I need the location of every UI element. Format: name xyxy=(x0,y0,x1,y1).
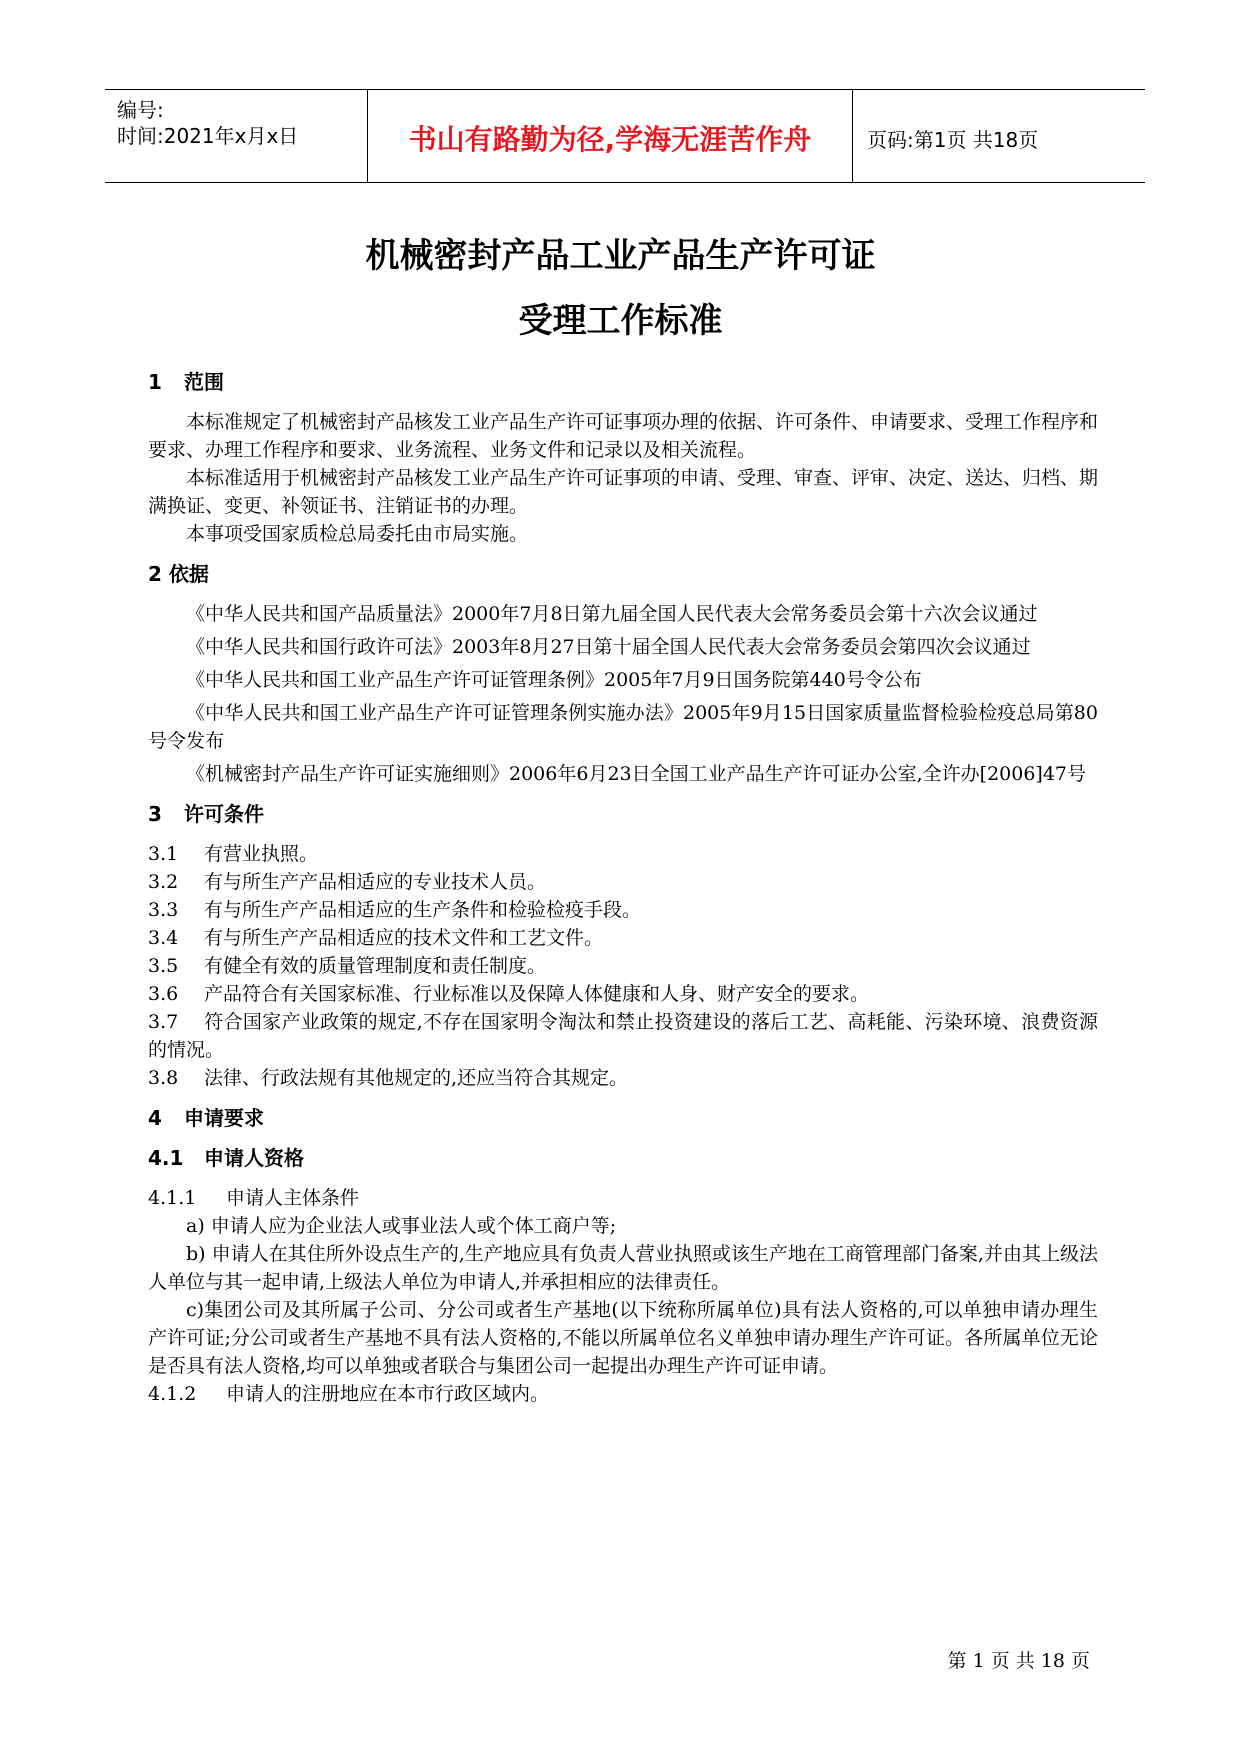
section-number: 1 xyxy=(148,370,162,394)
section-3-heading xyxy=(148,800,1098,828)
condition-item xyxy=(148,952,1098,980)
item-text: 有与所生产产品相适应的技术文件和工艺文件。 xyxy=(204,927,604,949)
motto-text: 书山有路勤为径,学海无涯苦作舟 xyxy=(408,123,812,156)
reference-item: 《中华人民共和国工业产品生产许可证管理条例实施办法》2005年9月15日国家质量监督检验检疫总局第80号令发布 xyxy=(148,702,1098,752)
section-title: 范围 xyxy=(184,370,224,394)
section-4-heading xyxy=(148,1104,1098,1132)
reference-item: 《中华人民共和国工业产品生产许可证管理条例》2005年7月9日国务院第440号令公布 xyxy=(186,669,922,691)
clause-number: 4.1.1 xyxy=(148,1187,197,1209)
section-number: 3 xyxy=(148,802,162,826)
section-title: 许可条件 xyxy=(184,802,264,826)
clause-text: 申请人的注册地应在本市行政区域内。 xyxy=(226,1383,550,1405)
paragraph: 本事项受国家质检总局委托由市局实施。 xyxy=(186,523,529,545)
condition-item xyxy=(148,980,1098,1008)
item-text: 有健全有效的质量管理制度和责任制度。 xyxy=(204,955,547,977)
time-label: 时间:2021年x月x日 xyxy=(117,124,299,148)
clause-number: 4.1.2 xyxy=(148,1383,197,1405)
clause-text: 申请人主体条件 xyxy=(226,1187,360,1209)
item-text: 有与所生产产品相适应的生产条件和检验检疫手段。 xyxy=(204,899,642,921)
item-number: 3.4 xyxy=(148,927,179,949)
item-number: 3.6 xyxy=(148,983,179,1005)
section-2-heading: 2 依据 xyxy=(148,562,209,586)
document-body xyxy=(148,368,1098,1408)
section-1-heading xyxy=(148,368,1098,396)
document-title-line2: 受理工作标准 xyxy=(518,301,723,341)
page-footer: 第 1 页 共 18 页 xyxy=(947,1650,1090,1672)
header-page-number: 页码:第1页 共18页 xyxy=(867,128,1039,152)
condition-item xyxy=(148,924,1098,952)
item-text: 符合国家产业政策的规定,不存在国家明令淘汰和禁止投资建设的落后工艺、高耗能、污染环境、浪费资源的情况。 xyxy=(148,1011,1098,1061)
number-label: 编号: xyxy=(117,98,164,122)
condition-item xyxy=(148,1064,1098,1092)
document-header xyxy=(105,89,1145,183)
reference-item: 《中华人民共和国行政许可法》2003年8月27日第十届全国人民代表大会常务委员会第四次会议通过 xyxy=(186,636,1031,658)
header-motto-cell xyxy=(368,90,853,182)
list-item-c: c)集团公司及其所属子公司、分公司或者生产基地(以下统称所属单位)具有法人资格的,可以单独申请办理生产许可证;分公司或者生产基地不具有法人资格的,不能以所属单位名义单独申请办理生产许可证。各所属单位无论是否具有法人资格,均可以单独或者联合与集团公司一起提出办理生产许可证申请。 xyxy=(148,1299,1098,1377)
condition-item xyxy=(148,896,1098,924)
item-number: 3.7 xyxy=(148,1011,179,1033)
item-text: 有与所生产产品相适应的专业技术人员。 xyxy=(204,871,547,893)
item-number: 3.1 xyxy=(148,843,179,865)
reference-item: 《中华人民共和国产品质量法》2000年7月8日第九届全国人民代表大会常务委员会第十六次会议通过 xyxy=(186,603,1038,625)
paragraph: 本标准适用于机械密封产品核发工业产品生产许可证事项的申请、受理、审查、评审、决定、送达、归档、期满换证、变更、补领证书、注销证书的办理。 xyxy=(148,467,1099,517)
item-text: 产品符合有关国家标准、行业标准以及保障人体健康和人身、财产安全的要求。 xyxy=(204,983,870,1005)
section-number: 4 xyxy=(148,1106,162,1130)
condition-item xyxy=(148,840,1098,868)
document-title-line1: 机械密封产品工业产品生产许可证 xyxy=(365,236,876,276)
item-text: 法律、行政法规有其他规定的,还应当符合其规定。 xyxy=(204,1067,629,1089)
clause-4-1-1 xyxy=(148,1184,1098,1212)
item-number: 3.5 xyxy=(148,955,179,977)
section-title: 申请要求 xyxy=(184,1106,264,1130)
condition-item xyxy=(148,1008,1098,1064)
subsection-number: 4.1 xyxy=(148,1146,184,1170)
paragraph: 本标准规定了机械密封产品核发工业产品生产许可证事项办理的依据、许可条件、申请要求、受理工作程序和要求、办理工作程序和要求、业务流程、业务文件和记录以及相关流程。 xyxy=(148,411,1099,461)
subsection-4-1-heading xyxy=(148,1144,1098,1172)
item-number: 3.3 xyxy=(148,899,179,921)
header-page-cell xyxy=(853,90,1145,182)
clause-4-1-2 xyxy=(148,1380,1098,1408)
subsection-title: 申请人资格 xyxy=(204,1146,304,1170)
reference-item: 《机械密封产品生产许可证实施细则》2006年6月23日全国工业产品生产许可证办公室,全许办[2006]47号 xyxy=(186,763,1087,785)
item-number: 3.2 xyxy=(148,871,179,893)
header-info-cell xyxy=(105,90,368,182)
list-item-a: a) 申请人应为企业法人或事业法人或个体工商户等; xyxy=(186,1215,617,1237)
item-number: 3.8 xyxy=(148,1067,179,1089)
condition-item xyxy=(148,868,1098,896)
list-item-b: b) 申请人在其住所外设点生产的,生产地应具有负责人营业执照或该生产地在工商管理部门备案,并由其上级法人单位与其一起申请,上级法人单位为申请人,并承担相应的法律责任。 xyxy=(148,1243,1098,1293)
item-text: 有营业执照。 xyxy=(204,843,319,865)
